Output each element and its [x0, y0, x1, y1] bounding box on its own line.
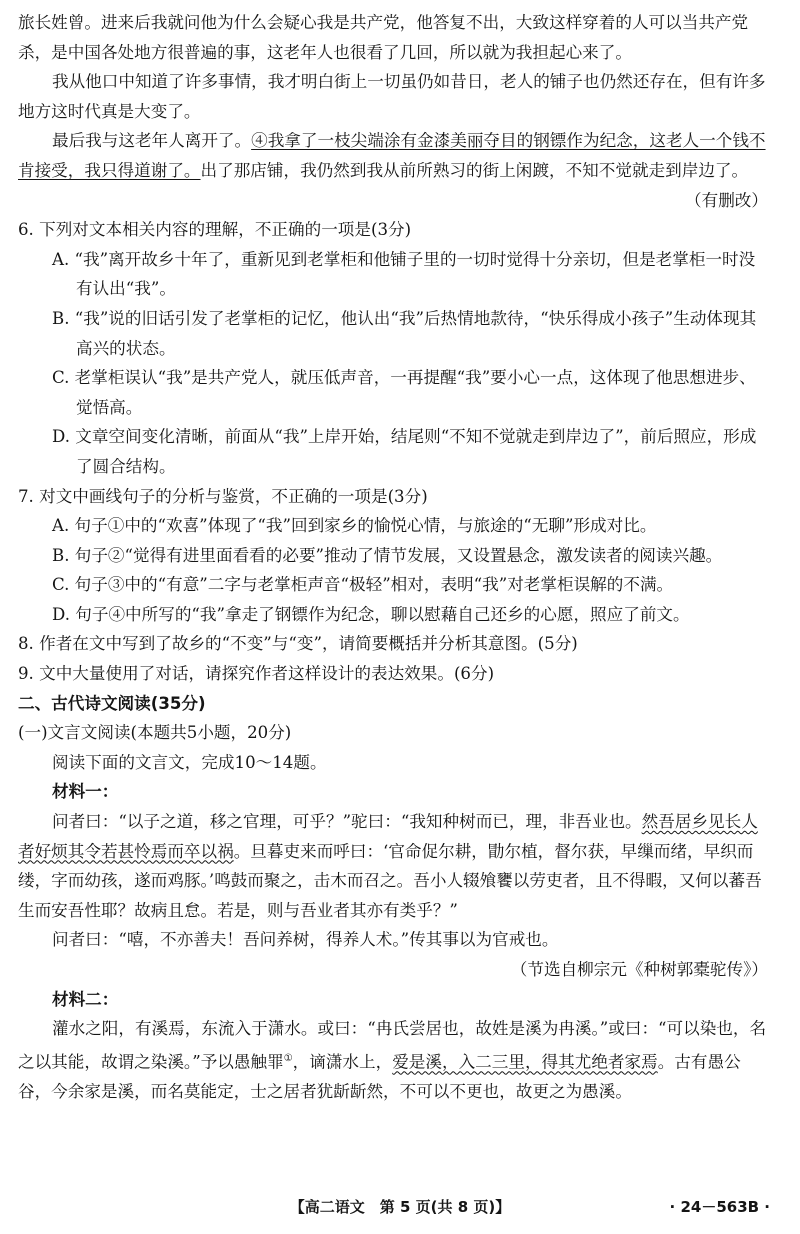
wavy-underlined-sentence-2: 爱是溪，入二三里，得其尤绝者家焉	[392, 1052, 658, 1072]
question-7-stem: 7. 对文中画线句子的分析与鉴赏，不正确的一项是(3分)	[18, 486, 428, 506]
question-6-option-d: D. 文章空间变化清晰，前面从“我”上岸开始，结尾则“不知不觉就走到岸边了”，前后照应，形成了圆合结构。	[52, 427, 757, 476]
material-1-source: （节选自柳宗元《种树郭橐驼传》）	[510, 960, 768, 979]
material-1-paragraph-1	[18, 807, 768, 925]
question-6-option-c: C. 老掌柜误认“我”是共产党人，就压低声音，一再提醒“我”要小心一点，这体现了他思想进步、觉悟高。	[52, 368, 756, 417]
material-1-text-start: 问者曰：“以子之道，移之官理，可乎？”驼曰：“我知种树而已，理，非吾业也。	[52, 812, 642, 832]
question-7-option-d: D. 句子④中所写的“我”拿走了钢镖作为纪念，聊以慰藉自己还乡的心愿，照应了前文。	[52, 604, 690, 624]
material-2-text-start: 灌水之阳，有溪焉，东流入于潇水。或曰：“冉氏尝居也，故姓是溪为冉溪。”或曰：“可以染也，名之以其能，故谓之染溪。”予以愚触罪	[18, 1019, 767, 1072]
question-7-option-a: A. 句子①中的“欢喜”体现了“我”回到家乡的愉悦心情，与旅途的“无聊”形成对比。	[52, 516, 657, 536]
material-2-label: 材料二：	[52, 989, 119, 1009]
footnote-marker: ①	[283, 1052, 293, 1064]
question-7-option-c: C. 句子③中的“有意”二字与老掌柜声音“极轻”相对，表明“我”对老掌柜误解的不满。	[52, 575, 674, 595]
underlined-sentence-4: ④我拿了一枝尖端涂有金漆美丽夺目的钢镖作为纪念，这老人一个钱不肯接受，我只得道谢了。	[18, 131, 766, 180]
question-8: 8. 作者在文中写到了故乡的“不变”与“变”，请简要概括并分析其意图。(5分)	[18, 634, 578, 654]
question-6-option-a: A. “我”离开故乡十年了，重新见到老掌柜和他铺子里的一切时觉得十分亲切，但是老掌柜一时没有认出“我”。	[52, 249, 756, 299]
question-7-option-b: B. 句子②“觉得有进里面看看的必要”推动了情节发展，又设置悬念，激发读者的阅读兴趣。	[52, 545, 723, 565]
material-1-label: 材料一：	[52, 782, 119, 802]
story-paragraph-3	[18, 126, 768, 185]
material-2-paragraph-1	[18, 1014, 768, 1106]
material-1-text-end: 。旦暮吏来而呼曰：‘官命促尔耕，勖尔植，督尔获，早缫而绪，早织而缕，字而幼孩，遂而鸡豚。’鸣鼓而聚之，击木而召之。吾小人辍飧饔以劳吏者，且不得暇，又何以蕃吾生而安吾性耶？故病且怠。若是，则与吾业者其亦有类乎？”	[18, 841, 762, 920]
page-footer	[0, 1196, 800, 1220]
section-2-subtitle: (一)文言文阅读(本题共5小题，20分)	[18, 723, 292, 743]
page-number: 【高二语文 第 5 页(共 8 页)】	[289, 1198, 511, 1216]
material-2-text-mid: ，谪潇水上，	[292, 1052, 393, 1072]
section-2-title: 二、古代诗文阅读(35分)	[18, 693, 206, 713]
section-2-instruction: 阅读下面的文言文，完成10～14题。	[52, 752, 327, 772]
question-6-stem: 6. 下列对文本相关内容的理解，不正确的一项是(3分)	[18, 220, 412, 240]
edit-note: （有删改）	[685, 190, 768, 210]
story-paragraph-3-end: 出了那店铺，我仍然到我从前所熟习的街上闲踱，不知不觉就走到岸边了。	[200, 160, 749, 180]
story-paragraph-1: 旅长姓曾。进来后我就问他为什么会疑心我是共产党，他答复不出，大致这样穿着的人可以当共产党杀，是中国各处地方很普遍的事，这老年人也很看了几回，所以就为我担起心来了。	[18, 13, 749, 62]
question-9: 9. 文中大量使用了对话，请探究作者这样设计的表达效果。(6分)	[18, 664, 495, 684]
material-2-text-end: 。古有愚公谷，今余家是溪，而名莫能定，士之居者犹龂龂然，不可以不更也，故更之为愚溪。	[18, 1052, 741, 1101]
material-1-paragraph-2: 问者曰：“嘻，不亦善夫！吾问养树，得养人术。”传其事以为官戒也。	[52, 930, 559, 950]
wavy-underlined-sentence-1: 然吾居乡见长人者好烦其令若甚怜焉而卒以祸	[18, 812, 758, 861]
story-paragraph-2: 我从他口中知道了许多事情，我才明白街上一切虽仍如昔日，老人的铺子也仍然还存在，但有许多地方这时代真是大变了。	[18, 72, 766, 121]
exam-code: · 24－563B ·	[669, 1198, 770, 1216]
question-6-option-b: B. “我”说的旧话引发了老掌柜的记忆，他认出“我”后热情地款待，“快乐得成小孩子”生动体现其高兴的状态。	[52, 308, 757, 358]
story-paragraph-3-start: 最后我与这老年人离开了。	[52, 131, 252, 151]
